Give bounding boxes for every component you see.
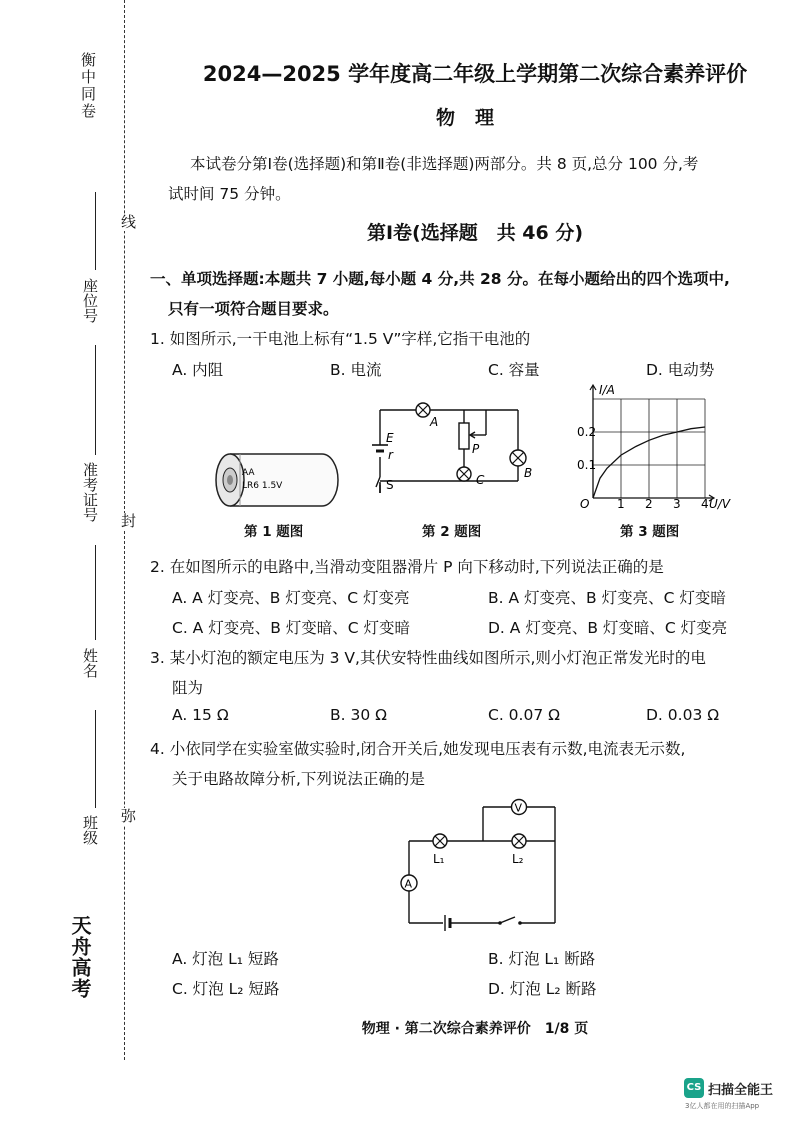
battery-label-1: AA [242, 468, 255, 478]
q1-stem: 1. 如图所示,一干电池上标有“1.5 V”字样,它指干电池的 [150, 330, 531, 348]
q2-option-c[interactable]: C. A 灯变亮、B 灯变暗、C 灯变暗 [172, 619, 411, 637]
name-label: 姓名 [81, 648, 99, 678]
q2-option-b[interactable]: B. A 灯变亮、B 灯变亮、C 灯变暗 [488, 589, 726, 607]
figure-1-caption: 第 1 题图 [244, 524, 304, 540]
exam-title: 2024—2025 学年度高二年级上学期第二次综合素养评价 [202, 62, 748, 86]
exam-id-label: 准考证号 [81, 462, 99, 522]
x-tick-label: 1 [617, 497, 625, 511]
circuit-label-s: S [386, 478, 394, 492]
q4-option-d[interactable]: D. 灯泡 L₂ 断路 [488, 980, 597, 998]
q3-option-b[interactable]: B. 30 Ω [330, 706, 387, 724]
circuit-label-p: P [472, 442, 480, 456]
q1-option-b[interactable]: B. 电流 [330, 361, 382, 379]
binding-top-label: 衡中同卷 [79, 52, 97, 120]
binding-mark-seal: 封 [119, 513, 137, 530]
circuit-label-b: B [524, 466, 533, 480]
name-field[interactable] [95, 545, 96, 640]
y-tick-label: 0.2 [577, 425, 597, 439]
q2-option-a[interactable]: A. A 灯变亮、B 灯变亮、C 灯变亮 [172, 589, 410, 607]
q1-option-a[interactable]: A. 内阻 [172, 361, 224, 379]
q4-option-b[interactable]: B. 灯泡 L₁ 断路 [488, 950, 596, 968]
y-tick-label: 0.1 [577, 458, 597, 472]
figure-2-circuit [368, 395, 538, 513]
figure-3-caption: 第 3 题图 [620, 524, 680, 540]
binding-mark-mi: 弥 [119, 808, 137, 825]
binding-mark-line: 线 [119, 214, 137, 231]
q4-stem-line-2: 关于电路故障分析,下列说法正确的是 [172, 770, 425, 788]
q1-option-d[interactable]: D. 电动势 [646, 361, 715, 379]
ammeter-label: A [404, 877, 413, 891]
q3-option-a[interactable]: A. 15 Ω [172, 706, 229, 724]
circuit-label-c: C [476, 473, 485, 487]
class-field[interactable] [95, 710, 96, 808]
x-tick-label: 4 [701, 497, 709, 511]
chart-y-label: I/A [599, 383, 615, 397]
q3-option-c[interactable]: C. 0.07 Ω [488, 706, 560, 724]
q4-option-c[interactable]: C. 灯泡 L₂ 短路 [172, 980, 280, 998]
intro-line-2: 试时间 75 分钟。 [168, 185, 291, 203]
q2-option-d[interactable]: D. A 灯变亮、B 灯变暗、C 灯变亮 [488, 619, 728, 637]
battery-label-2: LR6 1.5V [242, 481, 283, 491]
chart-origin-label: O [580, 497, 590, 511]
section-title: 第Ⅰ卷(选择题 共 46 分) [366, 222, 584, 244]
q2-stem: 2. 在如图所示的电路中,当滑动变阻器滑片 P 向下移动时,下列说法正确的是 [150, 558, 664, 576]
q4-option-a[interactable]: A. 灯泡 L₁ 短路 [172, 950, 279, 968]
page-footer: 物理 · 第二次综合素养评价 1/8 页 [361, 1021, 589, 1037]
figure-4-circuit [395, 795, 575, 935]
q4-stem-line-1: 4. 小依同学在实验室做实验时,闭合开关后,她发现电压表有示数,电流表无示数, [150, 740, 686, 758]
q1-option-c[interactable]: C. 容量 [488, 361, 540, 379]
chart-x-label: U/V [709, 497, 731, 511]
class-label: 班级 [81, 815, 99, 845]
scanner-logo: CS [684, 1078, 704, 1098]
section-heading-2: 只有一项符合题目要求。 [168, 300, 339, 318]
q3-stem-line-1: 3. 某小灯泡的额定电压为 3 V,其伏安特性曲线如图所示,则小灯泡正常发光时的电 [150, 649, 706, 667]
bulb-l1-label: L₁ [433, 852, 445, 866]
seat-number-label: 座位号 [81, 278, 99, 323]
seat-number-field[interactable] [95, 192, 96, 270]
binding-dashed-line [124, 0, 125, 1060]
circuit-label-e: E [386, 431, 394, 445]
scanner-name: 扫描全能王 [708, 1083, 774, 1098]
voltmeter-label: V [514, 801, 523, 815]
q3-stem-line-2: 阻为 [172, 679, 204, 697]
publisher-logo: 天舟高考 [68, 915, 92, 999]
circuit-label-r: r [388, 448, 393, 462]
x-tick-label: 3 [673, 497, 681, 511]
x-tick-label: 2 [645, 497, 653, 511]
q3-option-d[interactable]: D. 0.03 Ω [646, 706, 720, 724]
figure-3-chart [575, 380, 735, 518]
exam-id-field[interactable] [95, 345, 96, 455]
section-heading-1: 一、单项选择题:本题共 7 小题,每小题 4 分,共 28 分。在每小题给出的四个选项中, [150, 270, 730, 288]
intro-line-1: 本试卷分第Ⅰ卷(选择题)和第Ⅱ卷(非选择题)两部分。共 8 页,总分 100 分,考 [190, 155, 699, 173]
circuit-label-a: A [430, 415, 439, 429]
bulb-l2-label: L₂ [512, 852, 524, 866]
figure-2-caption: 第 2 题图 [422, 524, 482, 540]
subject-title: 物理 [435, 107, 514, 129]
scanner-tagline: 3亿人都在用的扫描App [685, 1102, 760, 1110]
figure-1-battery [210, 448, 350, 514]
